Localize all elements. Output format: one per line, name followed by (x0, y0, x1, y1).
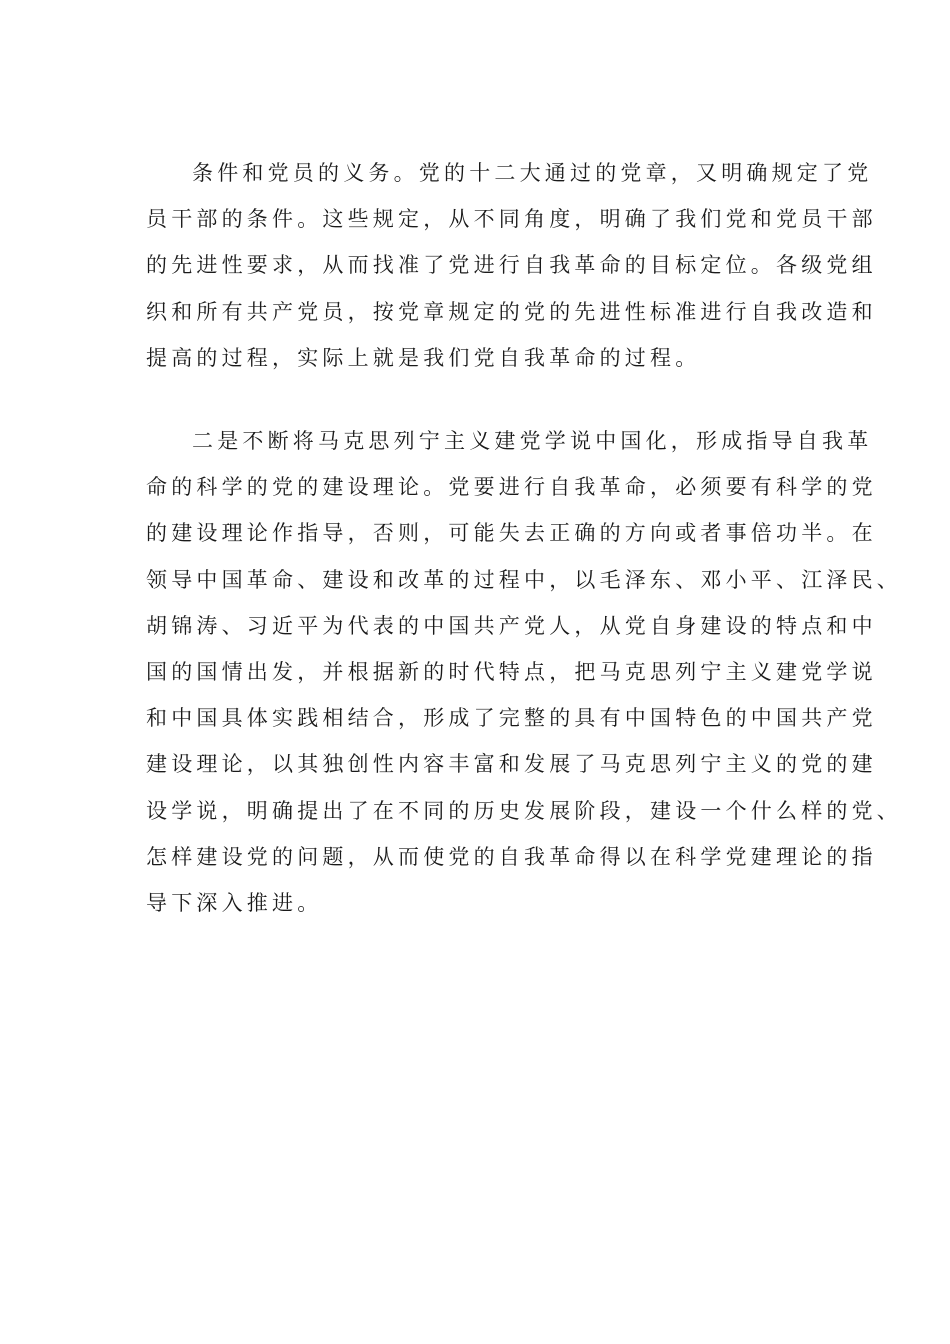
text-line: 命的科学的党的建设理论。党要进行自我革命，必须要有科学的党 (146, 475, 877, 500)
text-line: 胡锦涛、习近平为代表的中国共产党人，从党自身建设的特点和中 (146, 613, 877, 638)
text-line: 条件和党员的义务。党的十二大通过的党章，又明确规定了党 (192, 161, 873, 185)
text-line: 建设理论，以其独创性内容丰富和发展了马克思列宁主义的党的建 (146, 752, 877, 777)
text-line: 领导中国革命、建设和改革的过程中，以毛泽东、邓小平、江泽民、 (146, 567, 902, 592)
text-line: 的建设理论作指导，否则，可能失去正确的方向或者事倍功半。在 (146, 521, 877, 546)
text-line: 的先进性要求，从而找准了党进行自我革命的目标定位。各级党组 (146, 253, 877, 278)
text-line: 和中国具体实践相结合，形成了完整的具有中国特色的中国共产党 (146, 706, 877, 731)
text-line: 织和所有共产党员，按党章规定的党的先进性标准进行自我改造和 (146, 299, 877, 324)
text-line: 二是不断将马克思列宁主义建党学说中国化，形成指导自我革 (192, 429, 873, 453)
text-line: 怎样建设党的问题，从而使党的自我革命得以在科学党建理论的指 (146, 844, 877, 869)
text-line: 设学说，明确提出了在不同的历史发展阶段，建设一个什么样的党、 (146, 798, 902, 823)
text-line: 员干部的条件。这些规定，从不同角度，明确了我们党和党员干部 (146, 207, 877, 232)
text-line: 提高的过程，实际上就是我们党自我革命的过程。 (146, 345, 701, 370)
body-paragraph-1 (146, 150, 877, 381)
body-paragraph-2 (146, 418, 902, 926)
text-line: 导下深入推进。 (146, 891, 323, 916)
text-line: 国的国情出发，并根据新的时代特点，把马克思列宁主义建党学说 (146, 660, 877, 685)
